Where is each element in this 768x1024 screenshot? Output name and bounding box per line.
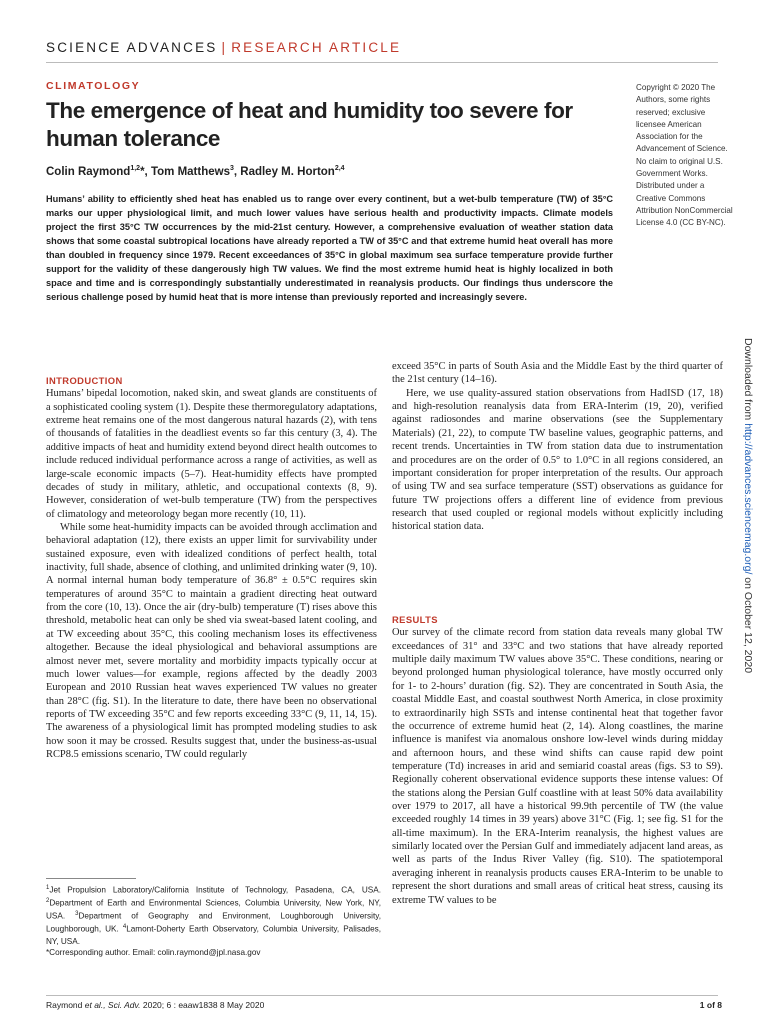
section-label: CLIMATOLOGY — [46, 80, 141, 92]
affiliation-number: 1 — [46, 885, 50, 891]
citation-journal: , Sci. Adv. — [103, 1000, 141, 1010]
author-affiliation: 2,4 — [334, 165, 345, 172]
footnotes — [46, 883, 381, 958]
author-name[interactable]: Tom Matthews — [150, 165, 230, 178]
footer-divider — [46, 995, 718, 996]
citation-etal: et al. — [84, 1000, 104, 1010]
results-heading: RESULTS — [392, 614, 438, 625]
affiliation: Department of Earth and Environmental Sciences, Columbia University, New York, NY, USA. — [46, 898, 381, 922]
corresponding-mark: *, — [140, 165, 151, 178]
results-column — [392, 613, 723, 907]
affiliation-number: 3 — [75, 911, 79, 918]
download-prefix: Downloaded from — [742, 338, 754, 424]
copyright-notice: Copyright © 2020 The Authors, some rights reserved; exclusive licensee American Association for the Advancement of Science. No claim to original U.S. Government Works. Distributed under a Creative Commons Attribution NonCommercial License 4.0 (CC BY-NC). — [636, 83, 733, 228]
affiliation: Lamont-Doherty Earth Observatory, Columbia University, Palisades, NY, USA. — [46, 925, 381, 946]
header-separator: | — [221, 40, 228, 55]
affiliation-number: 2 — [46, 898, 50, 905]
affiliation: Jet Propulsion Laboratory/California Institute of Technology, Pasadena, CA, USA. — [49, 885, 381, 895]
affiliation: Department of Geography and Environment, Loughborough University, Loughborough, UK. — [46, 912, 381, 935]
author-affiliation: 1,2 — [130, 165, 141, 172]
affiliation-number: 4 — [122, 924, 127, 931]
page-number: 1 of 8 — [699, 1000, 722, 1010]
article-type: RESEARCH ARTICLE — [231, 40, 402, 55]
intro-paragraph: Here, we use quality-assured station observations from HadISD (17, 18) and high-resolution reanalysis data from ERA-Interim (19, 20), verified against radiosondes and marine observations (see the Supplementary Materials) (21, 22), to compute TW baseline values, geographic patterns, and recent trends. Uncertainties in TW from station data due to instrumentation and procedures are on the order of 0.5° to 1.0°C in all regions considered, an important consideration for proper interpretation of the results. Our approach of using TW and sea surface temperature (SST) observations as guidance for future TW projections offers a different line of evidence from previous research that used coupled or regional models without explicitly including historical station data. — [392, 387, 723, 533]
intro-paragraph: While some heat-humidity impacts can be avoided through acclimation and behavioral adaptation (12), there exists an upper limit for survivability under sustained exposure, even with idealized conditions of perfect health, total inactivity, full shade, absence of clothing, and unlimited drinking water (9, 10). A normal internal human body temperature of 36.8° ± 0.5°C requires skin temperatures of around 35°C to maintain a gradient directing heat outward from the core (10, 13). Once the air (dry-bulb) temperature (T) rises above this threshold, metabolic heat can only be shed via sweat-based latent cooling, and at TW exceeding about 35°C, this cooling mechanism loses its effectiveness altogether. Because the ideal physiological and behavioral assumptions are almost never met, severe mortality and morbidity impacts typically occur at much lower values—for example, regions affected by the deadly 2003 European and 2010 Russian heat waves experienced TW values no greater than 28°C (fig. S1). In the literature to date, there have been no observational reports of TW exceeding 35°C and few reports exceeding 33°C (9, 11, 14, 15). The awareness of a physiological limit has prompted modeling studies to ask how soon it may be crossed. Results suggest that, under the business-as-usual RCP8.5 emissions scenario, TW could regularly — [46, 521, 377, 761]
intro-paragraph: exceed 35°C in parts of South Asia and the Middle East by the third quarter of the 21st century (14–16). — [392, 361, 723, 386]
intro-paragraph: Humans’ bipedal locomotion, naked skin, and sweat glands are constituents of a sophisticated cooling system (1). Despite these thermoregulatory adaptations, extreme heat remains one of the most dangerous natural hazards (2), with tens of thousands of fatalities in the deadliest events so far this century (3, 4). The additive impacts of heat and humidity extend beyond direct health outcomes to include reduced individual performance across a range of activities, as well as large-scale economic impacts (5–7). Heat-humidity effects have prompted decades of study in military, athletic, and occupational contexts (8, 9). However, consideration of wet-bulb temperature (TW) from the perspectives of climatology and meteorology began more recently (10, 11). — [46, 388, 378, 520]
author-list — [46, 165, 345, 178]
author-separator: , — [233, 165, 241, 178]
article-title: The emergence of heat and humidity too severe for human tolerance — [46, 98, 573, 151]
intro-column — [46, 374, 377, 761]
download-note — [742, 338, 754, 678]
author-name[interactable]: Radley M. Horton — [240, 165, 335, 178]
intro-heading: INTRODUCTION — [46, 375, 123, 386]
author-name[interactable]: Colin Raymond — [46, 165, 131, 178]
intro-continued-column — [392, 360, 723, 534]
journal-header — [46, 40, 401, 55]
citation — [46, 1000, 264, 1010]
footnote-divider — [46, 878, 136, 879]
header-divider — [46, 62, 718, 63]
download-link[interactable]: http://advances.sciencemag.org/ — [742, 423, 754, 575]
citation-authors: Raymond — [46, 1000, 85, 1010]
download-suffix: on October 12, 2020 — [742, 574, 754, 674]
abstract: Humans’ ability to efficiently shed heat has enabled us to range over every continent, but a wet-bulb temperature (TW) of 35°C marks our upper physiological limit, and much lower values have serious health and productivity impacts. Climate models project the first 35°C TW occurrences by the mid-21st century. However, a comprehensive evaluation of weather station data shows that some coastal subtropical locations have already reported a TW of 35°C and that extreme humid heat overall has more than doubled in frequency since 1979. Recent exceedances of 35°C in global maximum sea surface temperature provide further support for the validity of these dangerously high TW values. We find the most extreme humid heat is highly localized in both space and time and is correspondingly substantially underestimated in reanalysis products. Our findings thus underscore the serious challenge posed by humid heat that is more intense than previously reported and increasingly severe. — [46, 194, 613, 302]
citation-details: 2020; 6 : eaaw1838 8 May 2020 — [140, 1000, 265, 1010]
journal-name: SCIENCE ADVANCES — [46, 40, 218, 55]
results-paragraph: Our survey of the climate record from station data reveals many global TW exceedances of 31° and 33°C and two stations that have already reported multiple daily maximum TW values above 35°C. These conditions, nearing or beyond prolonged human physiological tolerance, have mostly occurred only for 1- to 2-hours’ duration (fig. S2). They are concentrated in South Asia, the coastal Middle East, and coastal southwest North America, in close proximity to extraordinarily high SSTs and intense continental heat that together favor the occurrence of extreme humid heat (2, 14). Along coastlines, the marine influence is manifest via anomalous onshore low-level winds during midday and afternoon hours, and these wind shifts can cause rapid dew point temperature (Td) increases in arid and semiarid coastal areas (figs. S3 to S9). Regionally coherent observational evidence supports these intense values: Of the stations along the Persian Gulf coastline with at least 50% data availability over 1979 to 2017, all have a historical 99.9th percentile of TW (the value exceeded roughly 14 times in 39 years) above 31°C (Fig. 1; see fig. S1 for the all-time maximum). In the ERA-Interim reanalysis, the highest values are similarly located over the Persian Gulf and immediately adjacent land areas, as well as parts of the Indus River Valley (fig. S10). The spatiotemporal averaging inherent in reanalysis products causes ERA-Interim to be unable to represent the short durations and small areas of critical heat stress, causing its extreme TW values to be — [392, 627, 723, 906]
author-affiliation: 3 — [229, 165, 234, 172]
corresponding-author[interactable]: *Corresponding author. Email: colin.raymond@jpl.nasa.gov — [46, 947, 261, 957]
